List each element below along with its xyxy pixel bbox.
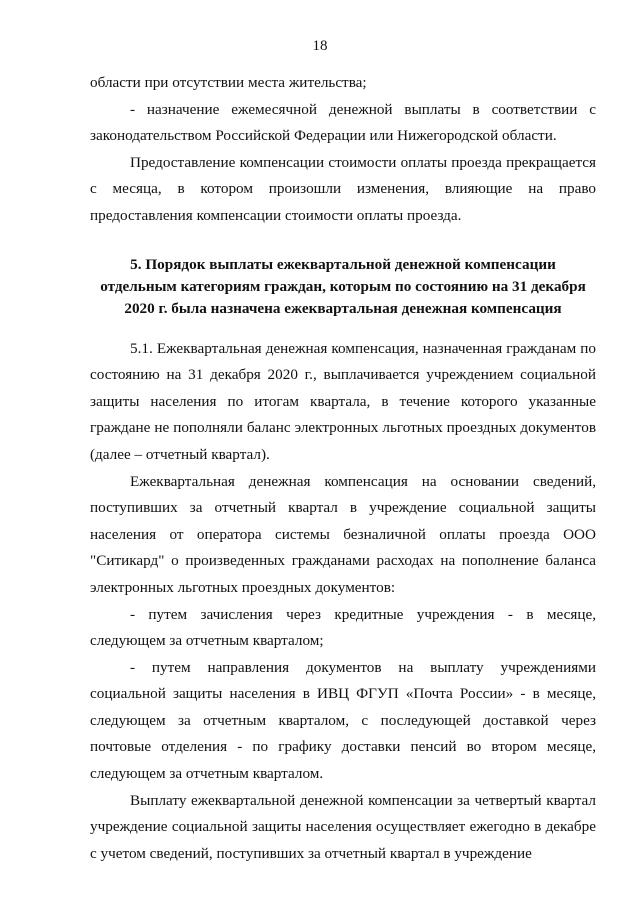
paragraph-5-1: 5.1. Ежеквартальная денежная компенсация, назначенная гражданам по состоянию на 31 декабря 2020 г., выплачивается учреждением социальной защиты населения по итогам квартала, в течение которого указанные граждане не пополняли баланс электронных льготных проездных документов (далее – отчетный квартал). bbox=[90, 339, 596, 463]
paragraph-continuation: области при отсутствии места жительства; bbox=[90, 74, 367, 91]
paragraph-list-item: - путем зачисления через кредитные учреждения - в месяце, следующем за отчетным кварталом; bbox=[90, 605, 596, 650]
paragraph-list-item: - путем направления документов на выплату учреждениями социальной защиты населения в ИВЦ ФГУП «Почта России» - в месяце, следующем за отчетным кварталом, с последующей доставкой через почтовые отделения - по графику доставки пенсий во втором месяце, следующем за отчетным кварталом. bbox=[90, 658, 596, 783]
page-number: 18 bbox=[312, 38, 328, 54]
paragraph: Ежеквартальная денежная компенсация на основании сведений, поступивших за отчетный квартал в учреждение социальной защиты населения от оператора системы безналичной оплаты проезда ООО "Ситикард" о произведенных гражданами расходах на пополнение баланса электронных льготных проездных документов: bbox=[90, 472, 596, 596]
paragraph: Выплату ежеквартальной денежной компенсации за четвертый квартал учреждение социальной защиты населения осуществляет ежегодно в декабре с учетом сведений, поступивших за отчетный квартал в учреждение bbox=[90, 791, 596, 862]
paragraph-list-item: - назначение ежемесячной денежной выплаты в соответствии с законодательством Российской Федерации или Нижегородской области. bbox=[90, 100, 596, 145]
section-heading: 5. Порядок выплаты ежеквартальной денежной компенсации отдельным категориям граждан, которым по состоянию на 31 декабря 2020 г. была назначена ежеквартальная денежная компенсация bbox=[100, 255, 586, 317]
paragraph: Предоставление компенсации стоимости оплаты проезда прекращается с месяца, в котором произошли изменения, влияющие на право предоставления компенсации стоимости оплаты проезда. bbox=[90, 153, 596, 224]
document-body bbox=[90, 70, 596, 867]
